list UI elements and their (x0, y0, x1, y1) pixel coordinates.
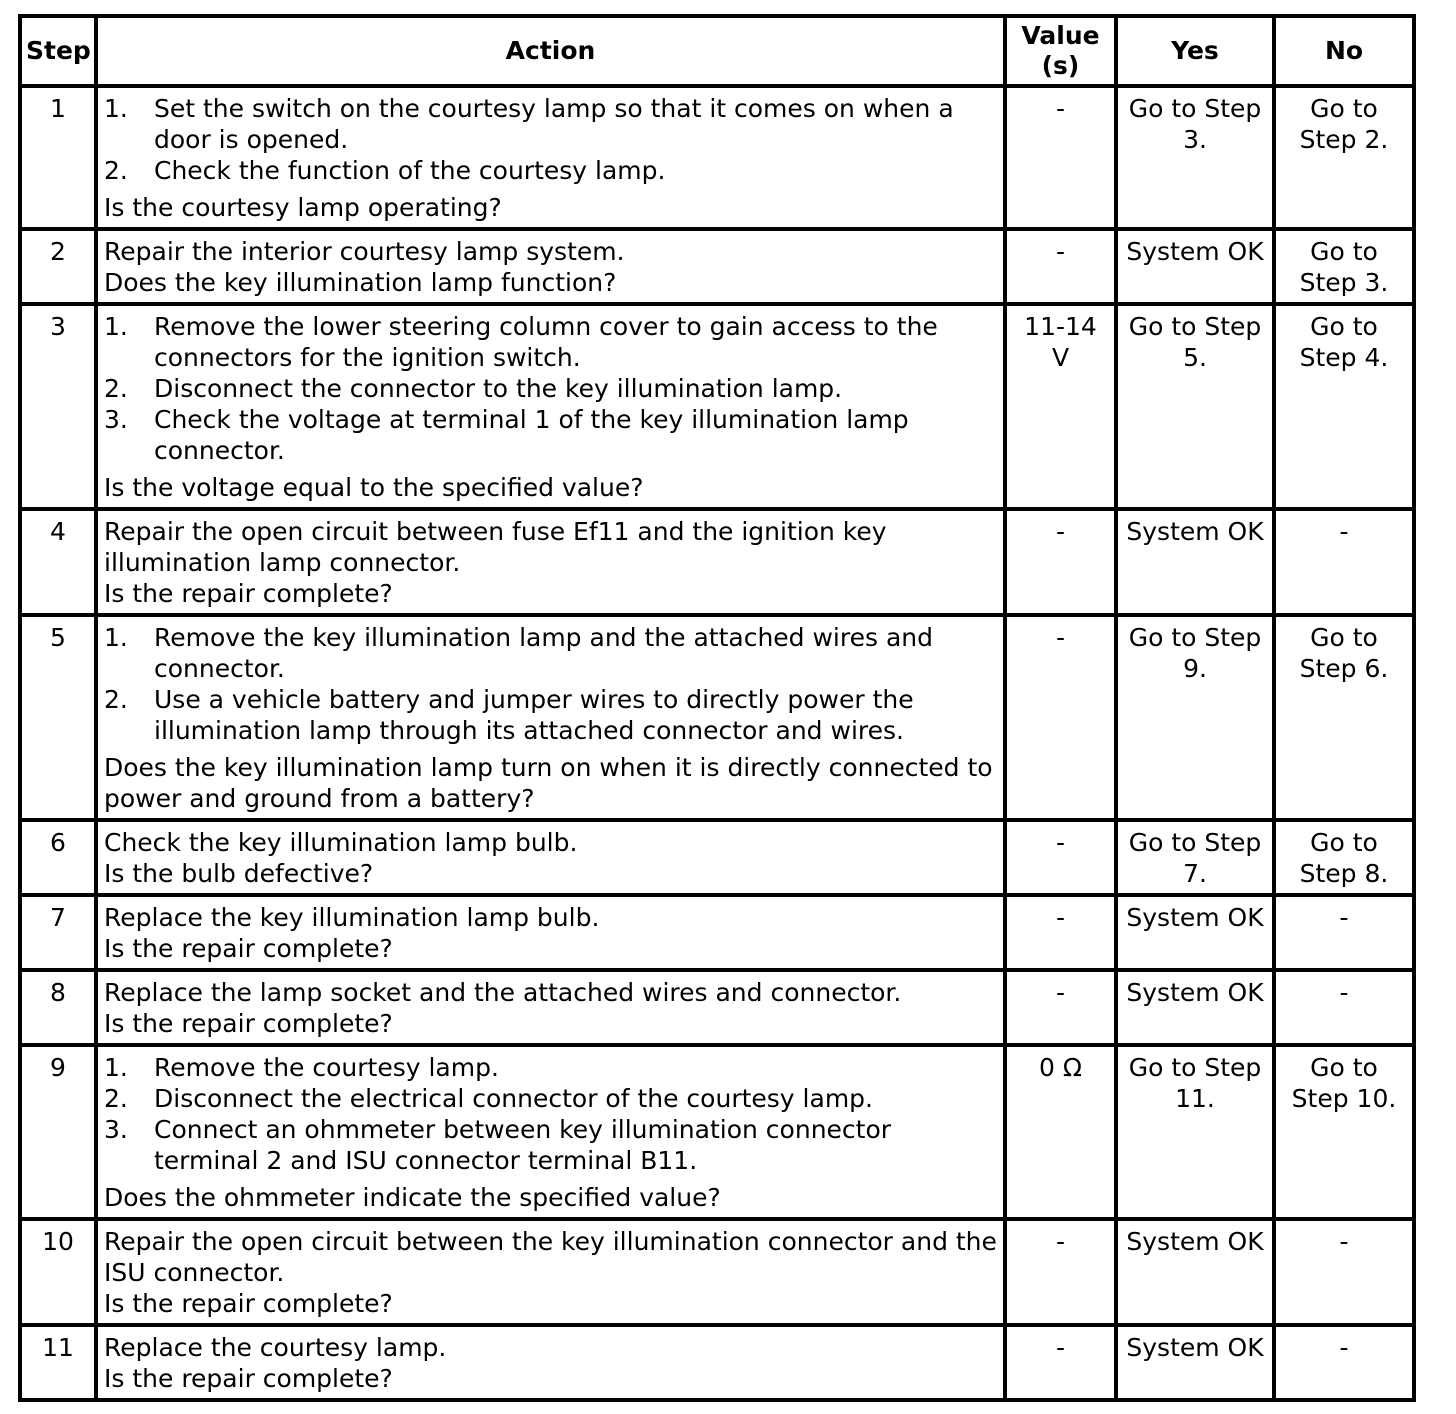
table-row (20, 895, 1414, 970)
action-step-number: 3. (104, 1115, 128, 1144)
action-step-number: 1. (104, 1053, 128, 1082)
action-line: Replace the courtesy lamp. (104, 1333, 447, 1362)
action-step-item (104, 1114, 997, 1176)
action-step-item (104, 622, 997, 684)
no-cell: Go to Step 2. (1274, 86, 1414, 229)
action-line: Is the repair complete? (104, 1289, 393, 1318)
action-cell (96, 820, 1005, 895)
action-step-item (104, 684, 997, 746)
table-row (20, 1045, 1414, 1219)
value-cell: - (1005, 1325, 1116, 1400)
action-line: Repair the open circuit between the key illumination connector and the ISU connector. (104, 1227, 997, 1287)
step-number: 11 (20, 1325, 96, 1400)
yes-cell: System OK (1116, 1219, 1274, 1325)
no-cell: - (1274, 1325, 1414, 1400)
step-number: 2 (20, 229, 96, 304)
action-step-text: Remove the lower steering column cover to gain access to the connectors for the ignition switch. (154, 312, 938, 372)
action-step-text: Check the voltage at terminal 1 of the key illumination lamp connector. (154, 405, 909, 465)
value-cell: - (1005, 229, 1116, 304)
action-step-text: Use a vehicle battery and jumper wires to directly power the illumination lamp through its attached connector and wires. (154, 685, 914, 745)
action-line: Is the repair complete? (104, 1009, 393, 1038)
header-action: Action (96, 16, 1005, 86)
action-cell (96, 895, 1005, 970)
action-line: Is the bulb defective? (104, 859, 374, 888)
action-step-item (104, 1052, 997, 1083)
action-line: Replace the lamp socket and the attached wires and connector. (104, 978, 902, 1007)
action-step-text: Remove the key illumination lamp and the attached wires and connector. (154, 623, 933, 683)
table-row (20, 86, 1414, 229)
yes-cell: System OK (1116, 895, 1274, 970)
header-no: No (1274, 16, 1414, 86)
step-number: 4 (20, 509, 96, 615)
action-step-text: Disconnect the electrical connector of the courtesy lamp. (154, 1084, 873, 1113)
action-question: Does the ohmmeter indicate the specified value? (104, 1183, 721, 1212)
action-line: Does the key illumination lamp function? (104, 268, 617, 297)
action-steps-list (104, 311, 997, 466)
table-row (20, 229, 1414, 304)
action-step-text: Check the function of the courtesy lamp. (154, 156, 666, 185)
action-line: Is the repair complete? (104, 1364, 393, 1393)
action-step-number: 2. (104, 156, 128, 185)
action-step-number: 2. (104, 685, 128, 714)
table-row (20, 1325, 1414, 1400)
value-cell: - (1005, 970, 1116, 1045)
action-step-item (104, 404, 997, 466)
step-number: 9 (20, 1045, 96, 1219)
value-cell: 0 Ω (1005, 1045, 1116, 1219)
action-step-number: 1. (104, 623, 128, 652)
value-cell: - (1005, 1219, 1116, 1325)
value-cell: - (1005, 86, 1116, 229)
diagnostic-table (18, 14, 1416, 1402)
action-cell (96, 229, 1005, 304)
action-cell (96, 970, 1005, 1045)
action-steps-list (104, 622, 997, 746)
header-row (20, 16, 1414, 86)
action-step-text: Set the switch on the courtesy lamp so that it comes on when a door is opened. (154, 94, 954, 154)
action-line: Is the repair complete? (104, 579, 393, 608)
action-cell (96, 86, 1005, 229)
step-number: 5 (20, 615, 96, 820)
value-cell: 11-14 V (1005, 304, 1116, 509)
action-cell (96, 615, 1005, 820)
no-cell: Go to Step 6. (1274, 615, 1414, 820)
yes-cell: Go to Step 7. (1116, 820, 1274, 895)
action-cell (96, 1219, 1005, 1325)
action-question: Is the voltage equal to the specified value? (104, 473, 644, 502)
no-cell: - (1274, 970, 1414, 1045)
value-cell: - (1005, 615, 1116, 820)
yes-cell: System OK (1116, 970, 1274, 1045)
table-row (20, 970, 1414, 1045)
table-row (20, 304, 1414, 509)
table-row (20, 820, 1414, 895)
action-question: Is the courtesy lamp operating? (104, 193, 502, 222)
action-step-item (104, 311, 997, 373)
action-step-text: Remove the courtesy lamp. (154, 1053, 499, 1082)
action-line: Check the key illumination lamp bulb. (104, 828, 578, 857)
action-line: Is the repair complete? (104, 934, 393, 963)
action-step-number: 1. (104, 94, 128, 123)
no-cell: Go to Step 8. (1274, 820, 1414, 895)
action-step-number: 2. (104, 1084, 128, 1113)
action-step-item (104, 155, 997, 186)
step-number: 10 (20, 1219, 96, 1325)
header-step: Step (20, 16, 96, 86)
action-step-number: 2. (104, 374, 128, 403)
table-row (20, 1219, 1414, 1325)
action-cell (96, 1325, 1005, 1400)
action-line: Replace the key illumination lamp bulb. (104, 903, 600, 932)
yes-cell: Go to Step 3. (1116, 86, 1274, 229)
action-step-text: Connect an ohmmeter between key illumination connector terminal 2 and ISU connector terminal B11. (154, 1115, 892, 1175)
step-number: 1 (20, 86, 96, 229)
table-body (20, 86, 1414, 1400)
action-cell (96, 509, 1005, 615)
yes-cell: System OK (1116, 1325, 1274, 1400)
value-cell: - (1005, 509, 1116, 615)
header-value: Value (s) (1005, 16, 1116, 86)
no-cell: Go to Step 4. (1274, 304, 1414, 509)
action-steps-list (104, 1052, 997, 1176)
action-step-item (104, 1083, 997, 1114)
no-cell: - (1274, 895, 1414, 970)
action-steps-list (104, 93, 997, 186)
no-cell: Go to Step 10. (1274, 1045, 1414, 1219)
yes-cell: System OK (1116, 509, 1274, 615)
action-line: Repair the interior courtesy lamp system. (104, 237, 625, 266)
yes-cell: Go to Step 9. (1116, 615, 1274, 820)
value-cell: - (1005, 820, 1116, 895)
action-cell (96, 304, 1005, 509)
step-number: 3 (20, 304, 96, 509)
action-step-number: 3. (104, 405, 128, 434)
action-step-text: Disconnect the connector to the key illumination lamp. (154, 374, 843, 403)
yes-cell: Go to Step 11. (1116, 1045, 1274, 1219)
table-row (20, 509, 1414, 615)
step-number: 6 (20, 820, 96, 895)
value-cell: - (1005, 895, 1116, 970)
action-step-item (104, 93, 997, 155)
yes-cell: System OK (1116, 229, 1274, 304)
yes-cell: Go to Step 5. (1116, 304, 1274, 509)
action-cell (96, 1045, 1005, 1219)
action-step-number: 1. (104, 312, 128, 341)
header-yes: Yes (1116, 16, 1274, 86)
action-step-item (104, 373, 997, 404)
action-question: Does the key illumination lamp turn on when it is directly connected to power and ground from a battery? (104, 753, 993, 813)
step-number: 8 (20, 970, 96, 1045)
table-row (20, 615, 1414, 820)
step-number: 7 (20, 895, 96, 970)
no-cell: - (1274, 509, 1414, 615)
no-cell: - (1274, 1219, 1414, 1325)
action-line: Repair the open circuit between fuse Ef11 and the ignition key illumination lamp connector. (104, 517, 887, 577)
no-cell: Go to Step 3. (1274, 229, 1414, 304)
